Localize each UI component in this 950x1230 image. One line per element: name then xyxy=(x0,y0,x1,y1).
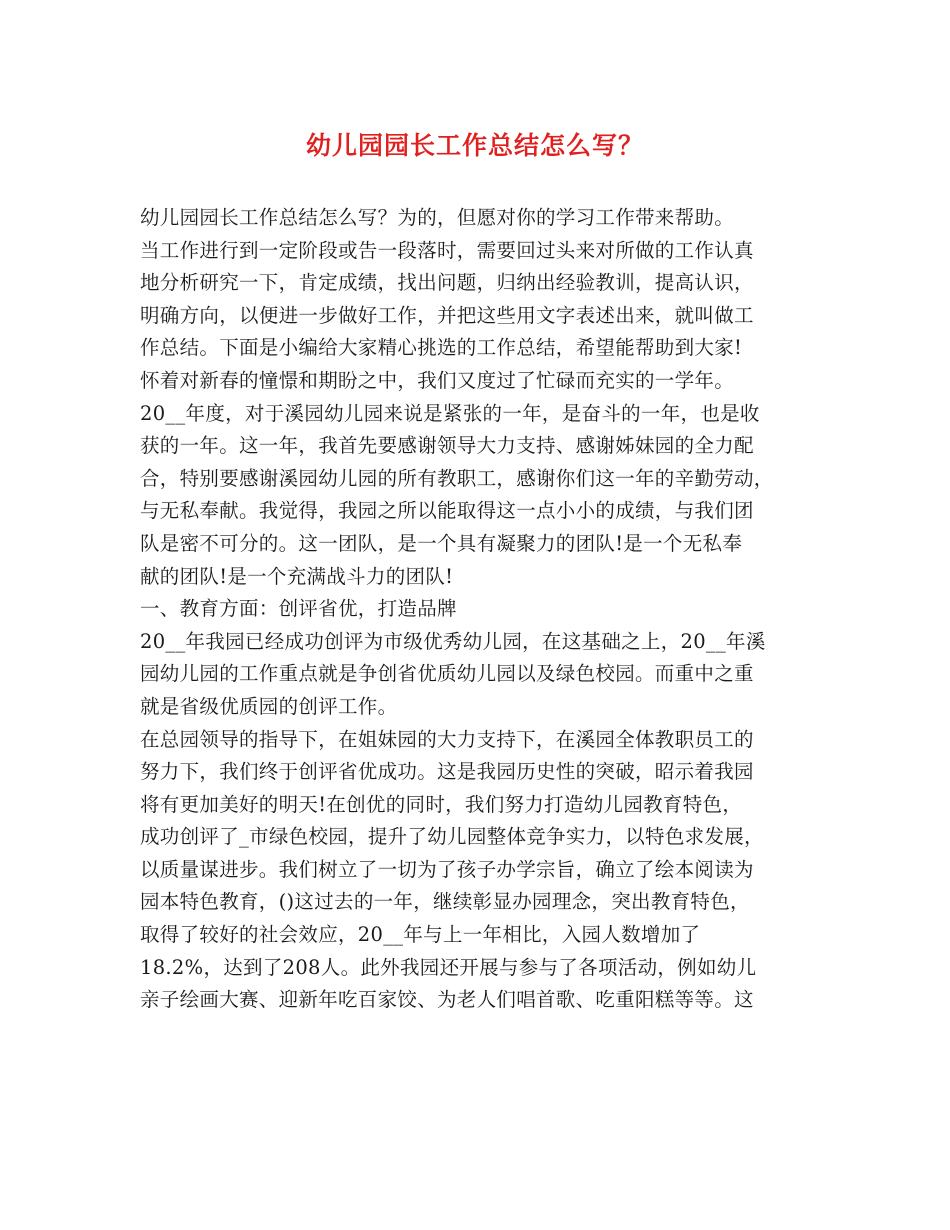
text-line: 合，特别要感谢溪园幼儿园的所有教职工，感谢你们这一年的辛勤劳动， xyxy=(140,466,774,490)
text-line: 20__年我园已经成功创评为市级优秀幼儿园，在这基础之上，20__年溪 xyxy=(140,629,766,653)
document-title: 幼儿园园长工作总结怎么写？ xyxy=(305,131,644,160)
text-line: 成功创评了_市绿色校园，提升了幼儿园整体竞争实力，以特色求发展， xyxy=(140,825,764,849)
text-line: 作总结。下面是小编给大家精心挑选的工作总结，希望能帮助到大家! xyxy=(140,336,743,360)
text-line: 努力下，我们终于创评省优成功。这是我园历史性的突破，昭示着我园 xyxy=(140,760,754,784)
text-line: 取得了较好的社会效应，20__年与上一年相比，入园人数增加了 xyxy=(140,923,701,947)
text-line: 20__年度，对于溪园幼儿园来说是紧张的一年，是奋斗的一年，也是收 xyxy=(140,401,760,425)
text-line: 在总园领导的指导下，在姐妹园的大力支持下，在溪园全体教职员工的 xyxy=(140,727,754,751)
text-line: 园本特色教育，()这过去的一年，继续彰显办园理念，突出教育特色， xyxy=(140,890,750,914)
text-line: 怀着对新春的憧憬和期盼之中，我们又度过了忙碌而充实的一学年。 xyxy=(140,368,735,392)
text-line: 献的团队!是一个充满战斗力的团队! xyxy=(140,564,454,588)
text-line: 明确方向，以便进一步做好工作，并把这些用文字表述出来，就叫做工 xyxy=(140,303,754,327)
text-line: 队是密不可分的。这一团队，是一个具有凝聚力的团队!是一个无私奉 xyxy=(140,531,743,555)
text-line: 18.2%，达到了208人。此外我园还开展与参与了各项活动，例如幼儿 xyxy=(140,955,757,979)
text-line: 与无私奉献。我觉得，我园之所以能取得这一点小小的成绩，与我们团 xyxy=(140,499,754,523)
document-body xyxy=(140,202,820,1017)
text-line: 以质量谋进步。我们树立了一切为了孩子办学宗旨，确立了绘本阅读为 xyxy=(140,857,754,881)
text-line: 园幼儿园的工作重点就是争创省优质幼儿园以及绿色校园。而重中之重 xyxy=(140,662,754,686)
text-line: 地分析研究一下，肯定成绩，找出问题，归纳出经验教训，提高认识， xyxy=(140,271,754,295)
text-line: 亲子绘画大赛、迎新年吃百家饺、为老人们唱首歌、吃重阳糕等等。这 xyxy=(140,988,754,1012)
text-line: 将有更加美好的明天!在创优的同时，我们努力打造幼儿园教育特色， xyxy=(140,792,743,816)
text-line: 就是省级优质园的创评工作。 xyxy=(140,694,398,718)
text-line: 当工作进行到一定阶段或告一段落时，需要回过头来对所做的工作认真 xyxy=(140,238,754,262)
section-heading: 一、教育方面：创评省优，打造品牌 xyxy=(140,597,457,621)
text-line: 幼儿园园长工作总结怎么写？为的，但愿对你的学习工作带来帮助。 xyxy=(140,206,735,229)
text-line: 获的一年。这一年，我首先要感谢领导大力支持、感谢姊妹园的全力配 xyxy=(140,434,754,458)
